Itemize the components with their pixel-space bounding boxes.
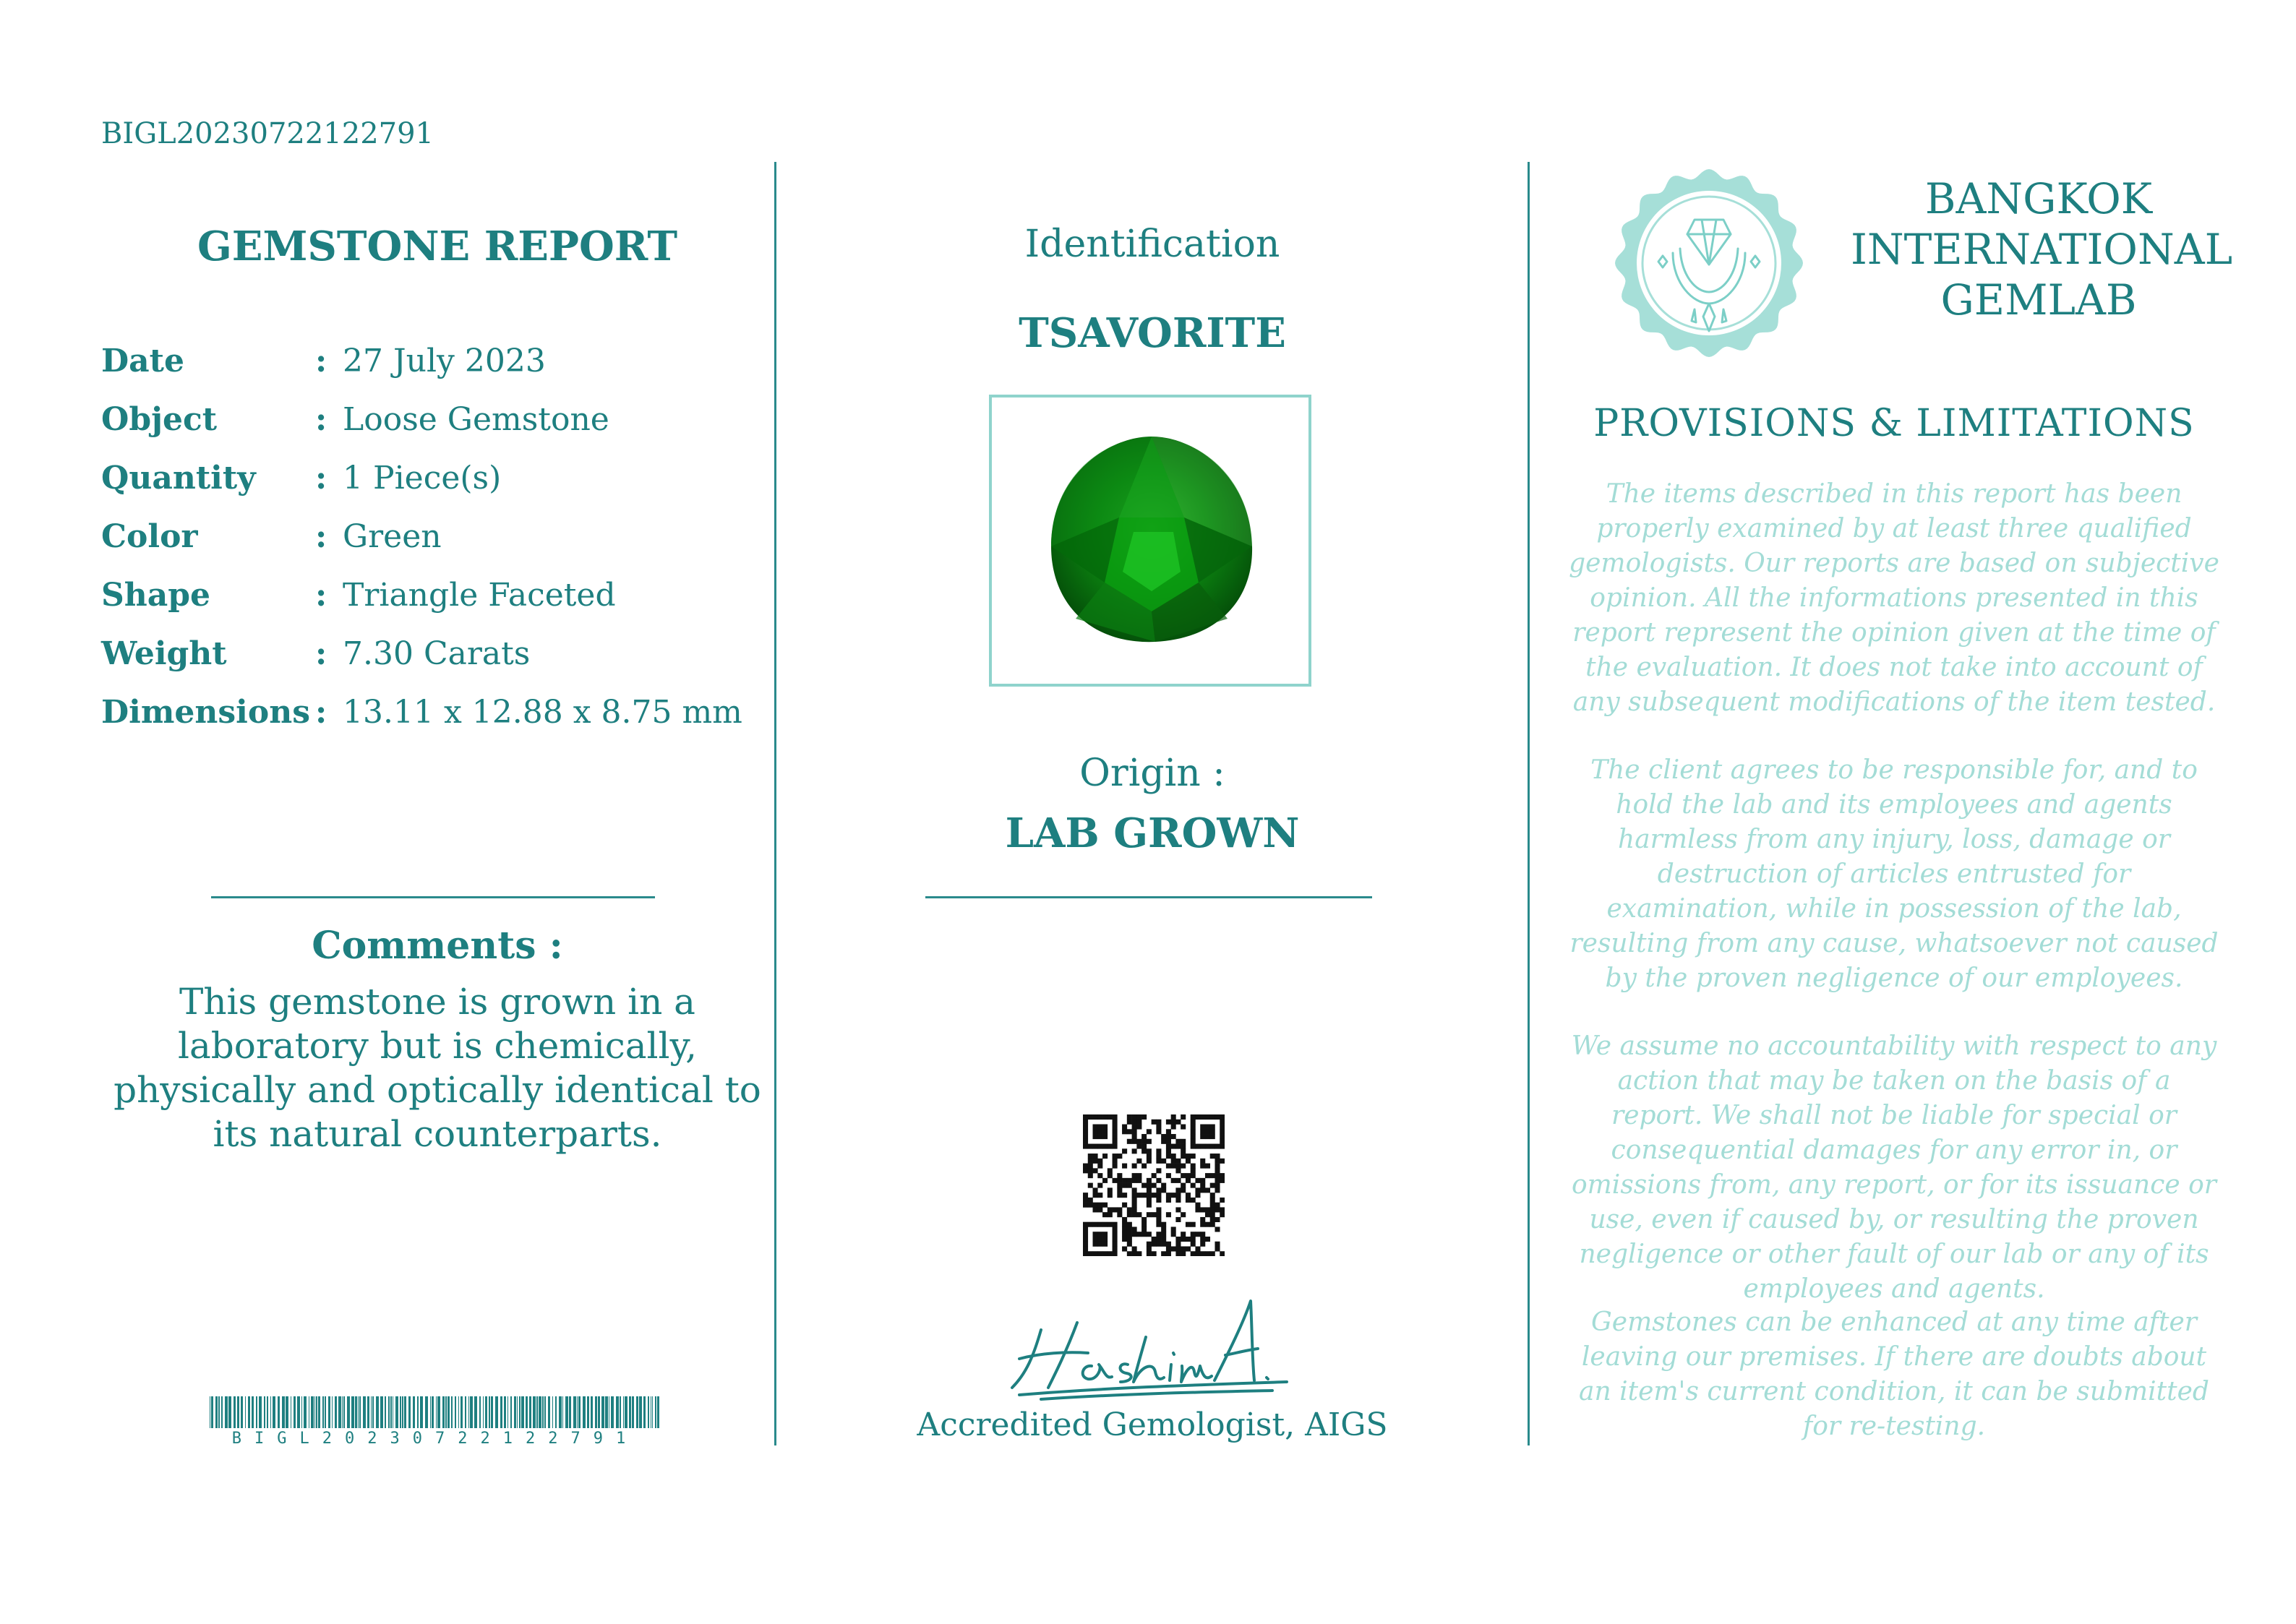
field-value: 7.30 Carats <box>343 635 531 672</box>
field-value: 13.11 x 12.88 x 8.75 mm <box>343 694 742 731</box>
origin-value: LAB GROWN <box>1005 809 1300 857</box>
gem-photo <box>1047 431 1256 648</box>
report-id: BIGL20230722122791 <box>101 117 434 150</box>
field-separator: : <box>315 460 327 497</box>
field-value: 27 July 2023 <box>343 343 546 379</box>
field-label: Color <box>101 518 198 555</box>
field-value: Green <box>343 518 442 555</box>
provision-paragraph: Gemstones can be enhanced at any time after leaving our premises. If there are doubts about an item's current condition, it can be submitted for re-testing. <box>1579 1307 2209 1441</box>
field-label: Date <box>101 343 184 379</box>
report-title: GEMSTONE REPORT <box>197 223 678 270</box>
field-label: Dimensions <box>101 694 311 731</box>
lab-seal-logo-icon <box>1614 168 1804 358</box>
field-label: Weight <box>101 635 227 672</box>
provision-paragraph: The client agrees to be responsible for, and to hold the lab and its employees and agents harmless from any injury, loss, damage or destruction of articles entrusted for examination, while in possession of the lab, resulting from any cause, whatsoever not caused by the proven negligence of our employees. <box>1569 755 2219 993</box>
barcode-icon <box>210 1396 661 1430</box>
field-value: 1 Piece(s) <box>343 460 502 497</box>
provisions-title: PROVISIONS & LIMITATIONS <box>1593 402 2195 445</box>
field-separator: : <box>315 635 327 672</box>
signer-title: Accredited Gemologist, AIGS <box>917 1406 1388 1443</box>
barcode-digits: BIGL20230722122791 <box>231 1430 639 1448</box>
field-separator: : <box>315 694 327 731</box>
field-label: Object <box>101 401 218 438</box>
column-divider-left <box>774 162 776 1445</box>
field-separator: : <box>315 343 327 379</box>
signature-icon <box>998 1286 1301 1402</box>
column-divider-right <box>1528 162 1530 1445</box>
field-value: Triangle Faceted <box>343 577 616 614</box>
field-label: Shape <box>101 577 211 614</box>
field-value: Loose Gemstone <box>343 401 609 438</box>
divider-middle <box>925 896 1372 898</box>
comments-text: This gemstone is grown in a laboratory but is chemically, physically and optically identical to its natural counterparts. <box>113 981 761 1155</box>
provision-paragraph: The items described in this report has been properly examined by at least three qualified gemologists. Our reports are based on subjective opinion. All the informations presented in this report represent the opinion given at the time of the evaluation. It does not take into account of any subsequent modifications of the item tested. <box>1569 479 2219 717</box>
lab-name: BANGKOK INTERNATIONAL GEMLAB <box>1851 174 2233 325</box>
field-separator: : <box>315 518 327 555</box>
qr-code-icon <box>1083 1114 1225 1256</box>
field-separator: : <box>315 401 327 438</box>
identification-label: Identification <box>1024 223 1280 266</box>
origin-label: Origin : <box>1079 752 1225 795</box>
comments-title: Comments : <box>312 924 563 968</box>
field-separator: : <box>315 577 327 614</box>
identification-value: TSAVORITE <box>1019 309 1286 357</box>
divider-left <box>211 896 655 898</box>
field-label: Quantity <box>101 460 256 497</box>
provision-paragraph: We assume no accountability with respect to any action that may be taken on the basis of a report. We shall not be liable for special or consequential damages for any error in, or omissions from, any report, or for its issuance or use, even if caused by, or resulting the proven negligence or other fault of our lab or any of its employees and agents. <box>1571 1031 2217 1304</box>
